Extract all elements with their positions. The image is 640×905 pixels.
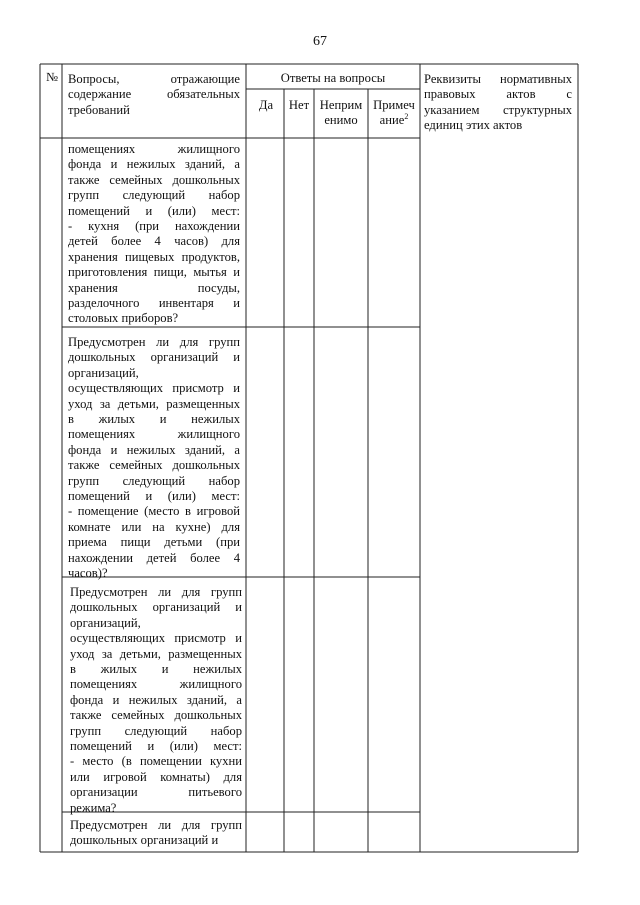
- question-line: групп следующий набор: [70, 723, 242, 738]
- question-line: помещений и (или) мест:: [70, 739, 242, 754]
- question-line: комнате или на кухне) для: [68, 519, 240, 534]
- question-line: помещениях жилищного: [68, 427, 240, 442]
- question-line: фонда и нежилых зданий, а: [68, 442, 240, 457]
- header-answers: Ответы на вопросы: [280, 71, 386, 85]
- header-note: [368, 98, 420, 129]
- question-line: - место (в помещении кухни: [70, 754, 242, 769]
- question-line: приготовления пищи, мытья и: [68, 265, 240, 280]
- question-line: дошкольных организаций и: [70, 833, 219, 848]
- header-question: Вопросы, отражающие содержание обязательных требований: [68, 72, 240, 117]
- table-row-question: [70, 818, 242, 849]
- header-yes: Да: [258, 98, 274, 112]
- header-note-line1: Примеч: [373, 98, 415, 112]
- question-line: также семейных дошкольных: [68, 172, 240, 187]
- question-line: групп следующий набор: [68, 473, 240, 488]
- page-number: 67: [313, 34, 327, 49]
- table-row-question: [68, 335, 240, 582]
- question-line: осуществляющих присмотр и: [70, 631, 242, 646]
- header-no: Нет: [288, 98, 310, 112]
- question-line: нахождении детей более 4: [68, 550, 240, 565]
- question-line: - кухня (при нахождении: [68, 219, 240, 234]
- question-line: хранения пищевых продуктов,: [68, 249, 240, 264]
- question-line: уход за детьми, размещенных: [70, 646, 242, 661]
- question-line: помещений и (или) мест:: [68, 489, 240, 504]
- question-line: часов)?: [68, 566, 108, 581]
- question-line: организаций,: [70, 615, 141, 630]
- table-row-question: [68, 142, 240, 327]
- table-row-question: [70, 585, 242, 816]
- question-line: также семейных дошкольных: [70, 708, 242, 723]
- question-line: Предусмотрен ли для групп: [70, 585, 242, 599]
- question-line: фонда и нежилых зданий, а: [70, 692, 242, 707]
- question-line: или игровой комнаты) для: [70, 769, 242, 784]
- question-line: уход за детьми, размещенных: [68, 396, 240, 411]
- header-na-line2: енимо: [324, 113, 358, 128]
- header-requisites: Реквизиты нормативных правовых актов с указанием структурных единиц этих актов: [424, 72, 572, 133]
- question-line: в жилых и нежилых: [68, 412, 240, 427]
- question-line: столовых приборов?: [68, 311, 179, 326]
- question-line: Предусмотрен ли для групп: [68, 335, 240, 349]
- question-line: дошкольных организаций и: [70, 600, 242, 615]
- question-line: также семейных дошкольных: [68, 458, 240, 473]
- header-not-applicable: [314, 98, 368, 129]
- question-line: Предусмотрен ли для групп: [70, 818, 242, 832]
- question-line: в жилых и нежилых: [70, 662, 242, 677]
- question-line: групп следующий набор: [68, 188, 240, 203]
- header-note-line2: ание: [379, 113, 405, 128]
- question-line: осуществляющих присмотр и: [68, 381, 240, 396]
- question-line: детей более 4 часов) для: [68, 234, 240, 249]
- question-line: помещений и (или) мест:: [68, 203, 240, 218]
- question-line: - помещение (место в игровой: [68, 504, 240, 519]
- question-line: разделочного инвентаря и: [68, 296, 240, 311]
- question-line: приема пищи детьми (при: [68, 535, 240, 550]
- question-line: помещениях жилищного: [68, 142, 240, 156]
- question-line: режима?: [70, 800, 117, 815]
- question-line: фонда и нежилых зданий, а: [68, 157, 240, 172]
- header-na-line1: Неприм: [319, 98, 363, 112]
- question-line: дошкольных организаций и: [68, 350, 240, 365]
- question-line: помещениях жилищного: [70, 677, 242, 692]
- question-line: организаций,: [68, 365, 139, 380]
- header-num: №: [46, 70, 59, 84]
- question-line: организации питьевого: [70, 785, 242, 800]
- header-note-footnote: 2: [404, 112, 409, 122]
- question-line: хранения посуды,: [68, 280, 240, 295]
